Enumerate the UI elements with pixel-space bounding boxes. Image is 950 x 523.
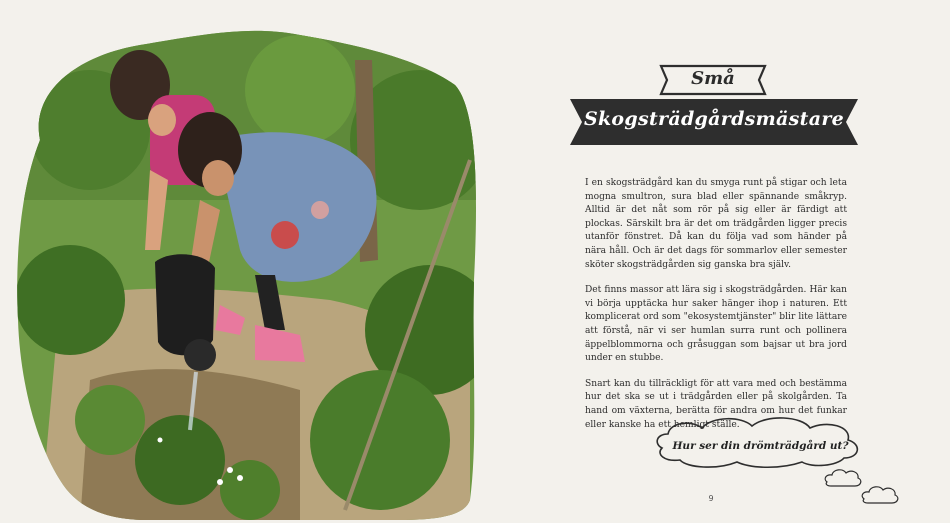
question-text: Hur ser din drömträdgård ut? — [672, 440, 849, 452]
page-number: 9 — [708, 494, 714, 503]
paragraph: I en skogsträdgård kan du smyga runt på stigar och leta mogna smultron, sura blad eller spännande småkryp. Alltid är det nåt som rör på sig eller är färdigt att plockas. Särskilt bra är det om trädgården ligger precis utanför fönstret. Då kan du följa vad som händer på nära håll. Och är det dags för sommarlov eller semester sköter skogsträdgården sig ganska bra själv. — [585, 178, 847, 270]
paragraph: Snart kan du tillräckligt för att vara med och bestämma hur det ska se ut i trädgården eller på skolgården. Ta hand om växterna, berätta för andra om hur det funkar eller kanske ha ett hemligt ställe. — [585, 378, 847, 430]
title-banner-small — [659, 64, 767, 96]
body-text — [585, 177, 847, 444]
paragraph: Det finns massor att lära sig i skogsträdgården. Här kan vi börja upptäcka hur saker hänger ihop i naturen. Ett komplicerat ord som "ekosystemtjänster" blir lite lättare att förstå, när vi ser humlan surra runt och pollinera äppelblommorna och gråsuggan som bajsar ut bra jord under en stubbe. — [585, 285, 847, 364]
title-line-1: Små — [691, 68, 735, 89]
title-line-2: Skogsträdgårdsmästare — [583, 108, 845, 130]
small-cloud-icon — [823, 467, 863, 489]
small-cloud-icon — [860, 484, 900, 506]
title-banner-large — [570, 97, 858, 147]
